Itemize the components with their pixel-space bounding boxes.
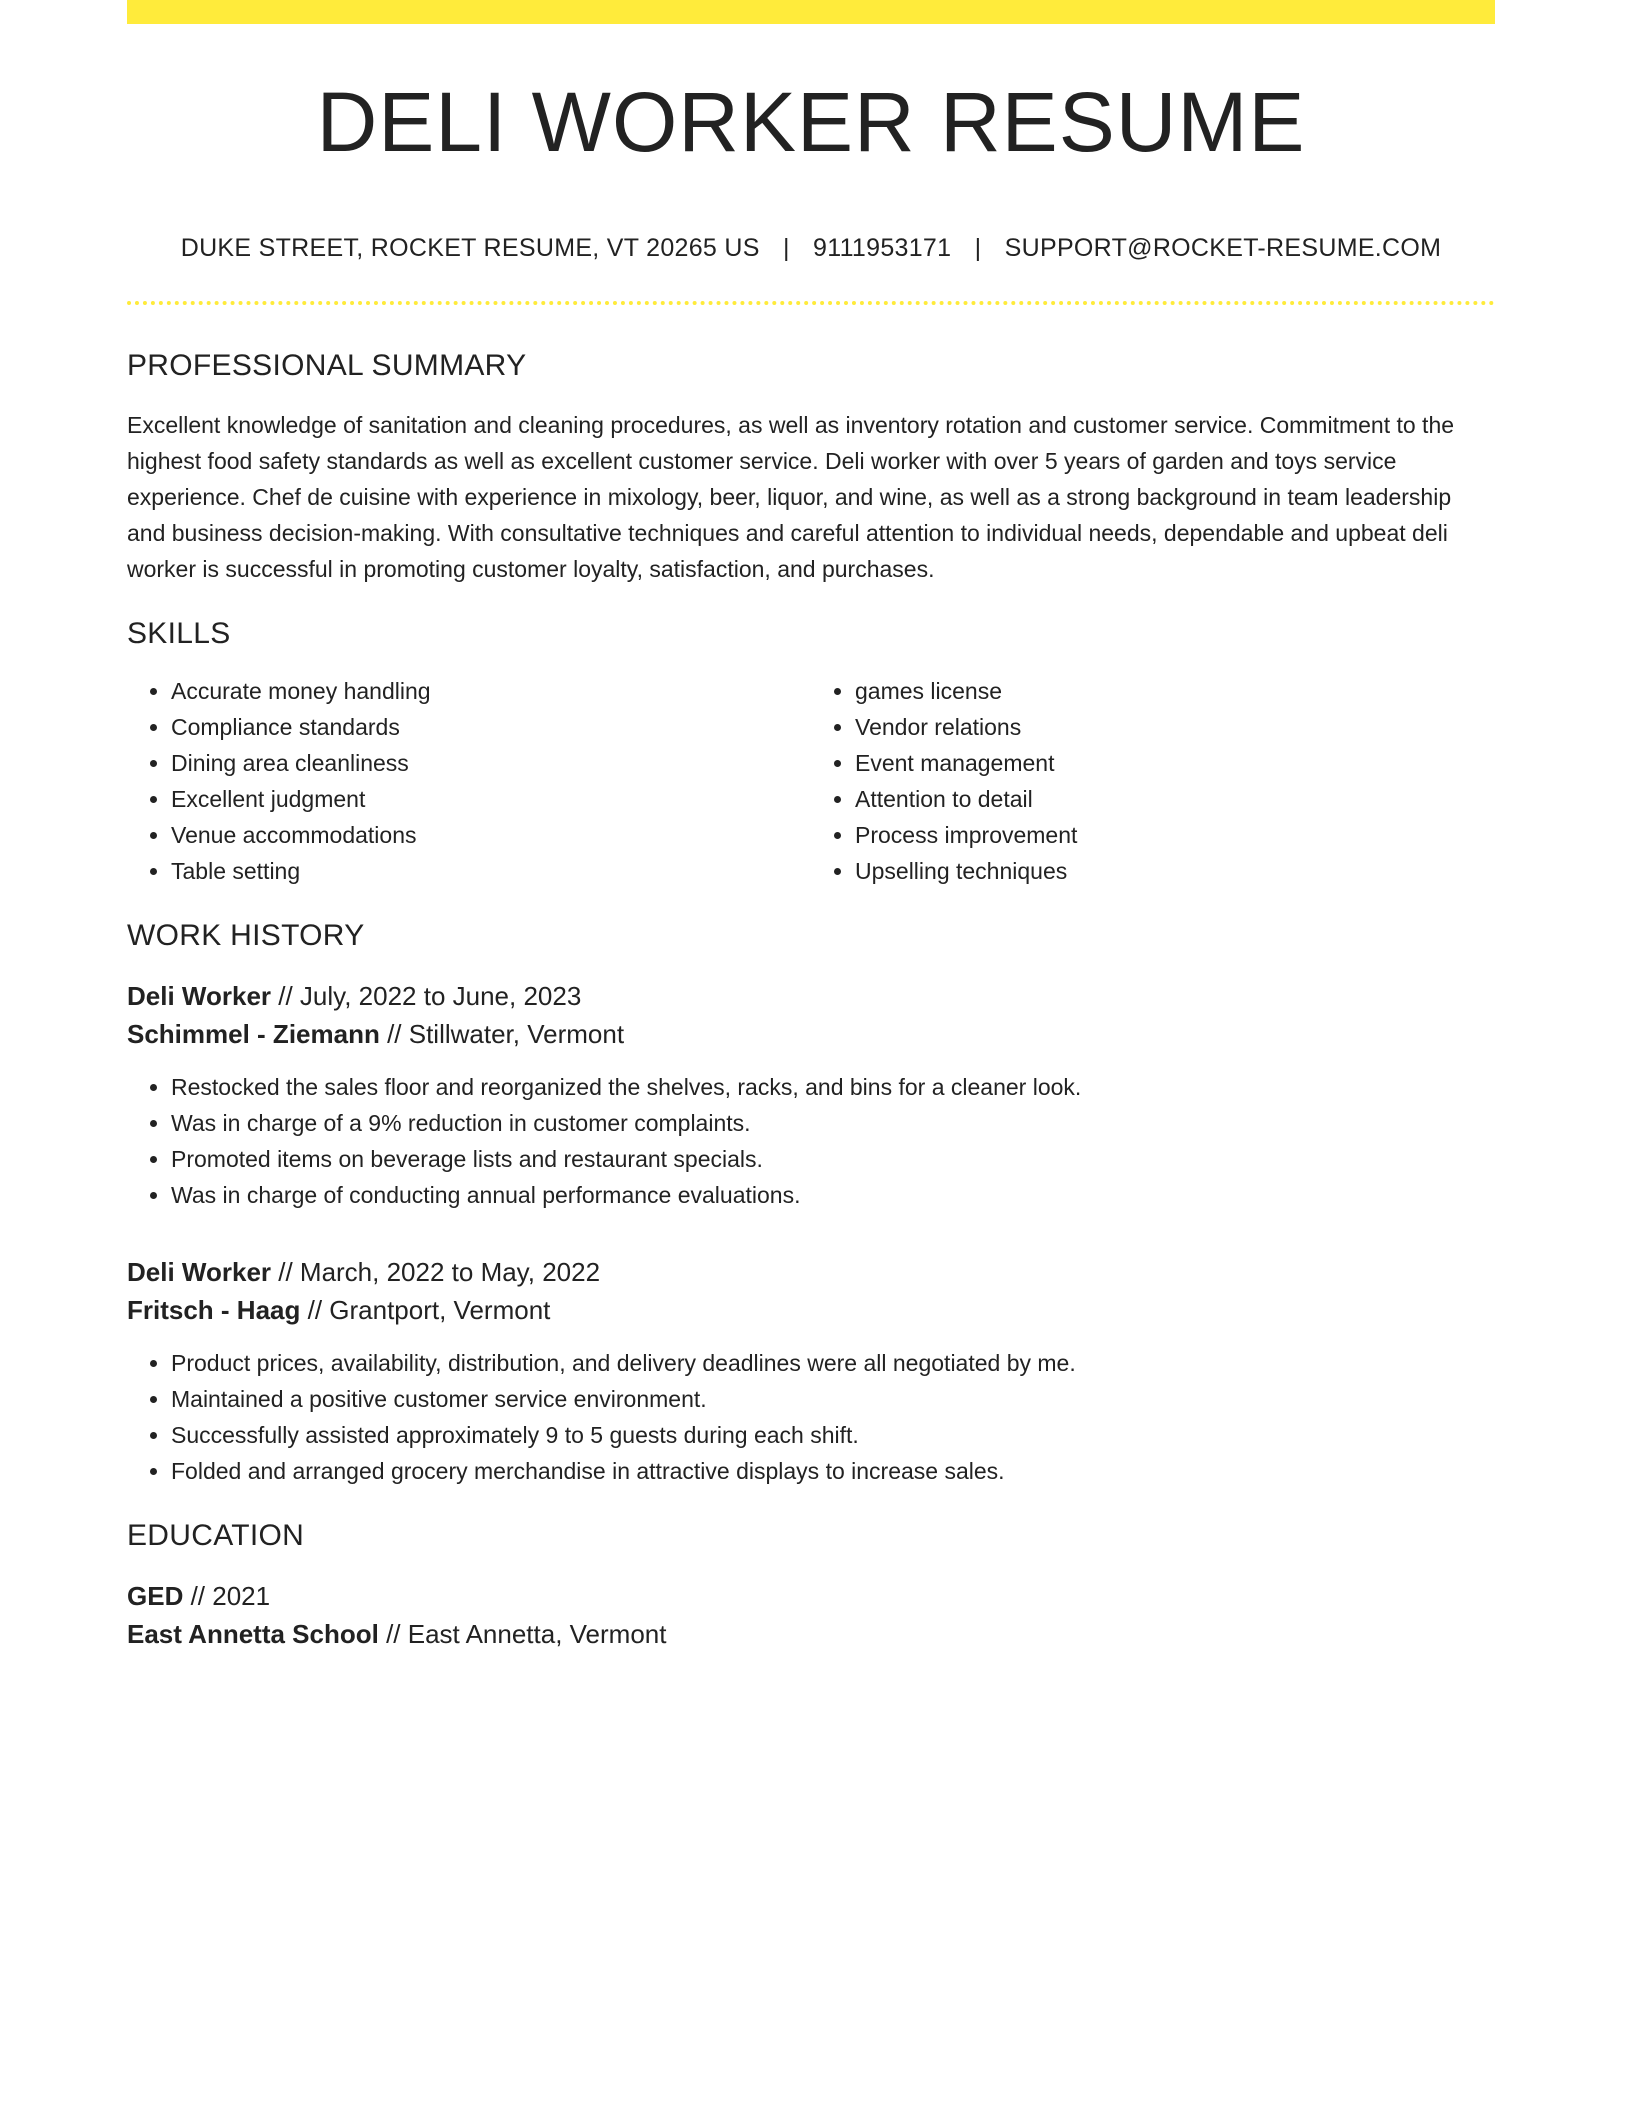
header-divider [127, 301, 1495, 305]
skill-item: • Vendor relations [855, 709, 1495, 745]
skill-item: • Accurate money handling [171, 673, 811, 709]
job-entry [127, 977, 1495, 1213]
job-duty-item: • Was in charge of a 9% reduction in customer complaints. [171, 1105, 1495, 1141]
skill-item: • Venue accommodations [171, 817, 811, 853]
job-title: Deli Worker [127, 981, 272, 1011]
job-duty-item: • Folded and arranged grocery merchandise in attractive displays to increase sales. [171, 1453, 1495, 1489]
skills-column-left [127, 673, 811, 889]
contact-phone: 9111953171 [813, 234, 952, 262]
education-school: East Annetta School [127, 1619, 379, 1649]
contact-email: SUPPORT@ROCKET-RESUME.COM [1004, 234, 1442, 262]
job-location: // Stillwater, Vermont [379, 1019, 625, 1049]
skill-item: • Attention to detail [855, 781, 1495, 817]
job-company-line [127, 1291, 1495, 1329]
job-duty-item: • Promoted items on beverage lists and restaurant specials. [171, 1141, 1495, 1177]
job-dates: // July, 2022 to June, 2023 [271, 981, 582, 1011]
skills-column-right [811, 673, 1495, 889]
skill-item: • Table setting [171, 853, 811, 889]
job-duties [127, 1069, 1495, 1213]
education-year: // 2021 [183, 1581, 271, 1611]
contact-line [127, 234, 1495, 263]
job-duty-item: • Was in charge of conducting annual performance evaluations. [171, 1177, 1495, 1213]
education-school-line [127, 1615, 1495, 1653]
skill-item: • Event management [855, 745, 1495, 781]
job-company-line [127, 1015, 1495, 1053]
contact-separator: | [974, 234, 982, 262]
skill-item: • Upselling techniques [855, 853, 1495, 889]
skills-heading: SKILLS [127, 617, 231, 650]
skill-item: • games license [855, 673, 1495, 709]
skill-item: • Dining area cleanliness [171, 745, 811, 781]
contact-address: DUKE STREET, ROCKET RESUME, VT 20265 US [180, 234, 760, 262]
education-location: // East Annetta, Vermont [378, 1619, 667, 1649]
job-entry [127, 1253, 1495, 1489]
job-title-line [127, 977, 1495, 1015]
work-history-heading: WORK HISTORY [127, 919, 365, 952]
summary-text: Excellent knowledge of sanitation and cleaning procedures, as well as inventory rotation and customer service. Commitment to the highest food safety standards as well as excellent customer service. Deli worker with over 5 years of garden and toys service experience. Chef de cuisine with experience in mixology, beer, liquor, and wine, as well as a strong background in team leadership and business decision-making. With consultative techniques and careful attention to individual needs, dependable and upbeat deli worker is successful in promoting customer loyalty, satisfaction, and purchases. [127, 412, 1455, 582]
education-entry [127, 1577, 1495, 1653]
skill-item: • Excellent judgment [171, 781, 811, 817]
summary-heading: PROFESSIONAL SUMMARY [127, 349, 527, 382]
resume-title: DELI WORKER RESUME [316, 75, 1306, 169]
job-title-line [127, 1253, 1495, 1291]
job-duty-item: • Maintained a positive customer service environment. [171, 1381, 1495, 1417]
job-duty-item: • Restocked the sales floor and reorganized the shelves, racks, and bins for a cleaner look. [171, 1069, 1495, 1105]
job-company: Schimmel - Ziemann [127, 1019, 380, 1049]
job-duty-item: • Successfully assisted approximately 9 to 5 guests during each shift. [171, 1417, 1495, 1453]
education-heading: EDUCATION [127, 1519, 305, 1552]
job-title: Deli Worker [127, 1257, 272, 1287]
job-duty-item: • Product prices, availability, distribution, and delivery deadlines were all negotiated by me. [171, 1345, 1495, 1381]
skill-item: • Process improvement [855, 817, 1495, 853]
contact-separator: | [782, 234, 790, 262]
job-dates: // March, 2022 to May, 2022 [271, 1257, 601, 1287]
top-accent-bar [127, 0, 1495, 24]
skill-item: • Compliance standards [171, 709, 811, 745]
skills-list [127, 673, 1495, 889]
education-degree-line [127, 1577, 1495, 1615]
job-duties [127, 1345, 1495, 1489]
resume-page [127, 0, 1495, 1653]
job-company: Fritsch - Haag [127, 1295, 301, 1325]
job-location: // Grantport, Vermont [300, 1295, 551, 1325]
education-degree: GED [127, 1581, 184, 1611]
